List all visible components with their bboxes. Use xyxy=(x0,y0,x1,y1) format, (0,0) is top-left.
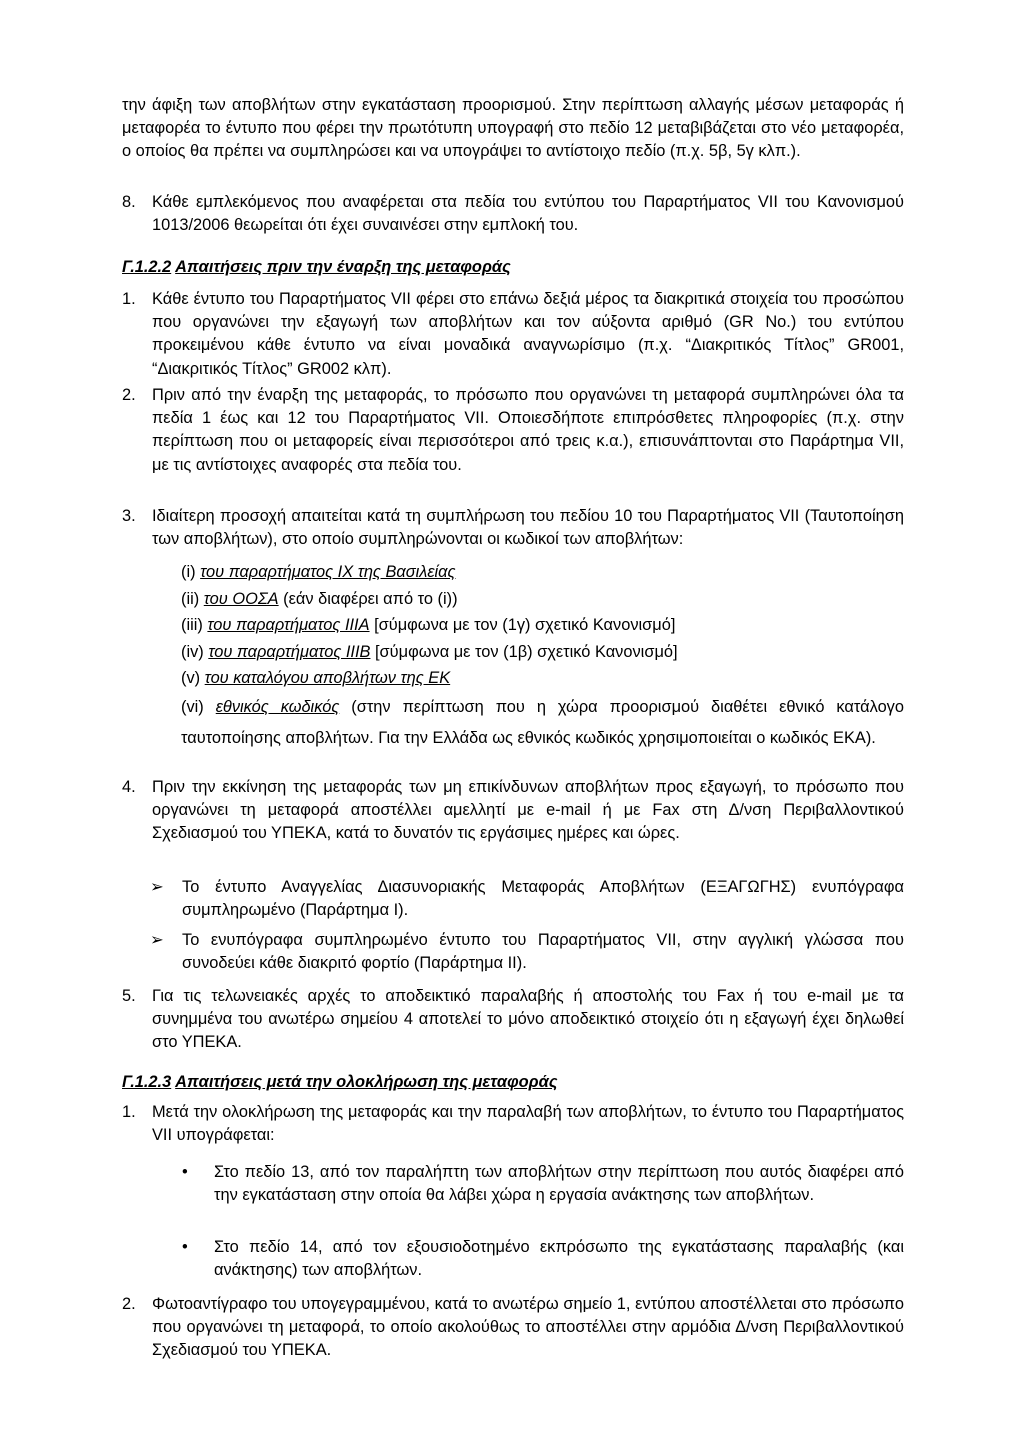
item-text: Το ενυπόγραφα συμπληρωμένο έντυπο του Παραρτήματος VII, στην αγγλική γλώσσα που συνοδεύει κάθε διακριτό φορτίο (Παράρτημα II). xyxy=(182,931,904,973)
intro-paragraph: την άφιξη των αποβλήτων στην εγκατάσταση προορισμού. Στην περίπτωση αλλαγής μέσων μεταφοράς ή μεταφορέα το έντυπο που φέρει την πρωτότυπη υπογραφή στο πεδίο 12 μεταβιβάζεται στο νέο μεταφορέα, ο οποίος θα πρέπει να συμπληρώσει και να υπογράψει το αντίστοιχο πεδίο (π.χ. 5β, 5γ κλπ.). xyxy=(122,96,904,161)
codes-list-item: (iv) του παραρτήματος IIIB [σύμφωνα με τον (1β) σχετικό Κανονισμό] xyxy=(181,642,678,661)
heading-number: Γ.1.2.3 xyxy=(122,1073,172,1091)
bullet-icon: • xyxy=(182,1163,188,1181)
list-item-4 xyxy=(122,776,904,846)
arrow-bullet-icon: ➢ xyxy=(150,931,164,949)
heading-text: Απαιτήσεις μετά την ολοκλήρωση της μεταφοράς xyxy=(175,1073,558,1091)
arrow-bullet-icon: ➢ xyxy=(150,878,164,896)
heading-text: Απαιτήσεις πριν την έναρξη της μεταφοράς xyxy=(175,258,511,276)
section-heading-2 xyxy=(122,1071,557,1094)
list-item-2 xyxy=(122,1293,904,1363)
item-number: 2. xyxy=(122,386,136,404)
item-text: Για τις τελωνειακές αρχές το αποδεικτικό παραλαβής ή αποστολής του Fax ή του e-mail με τα συνημμένα του ανωτέρω σημείου 4 αποτελεί το μόνο αποδεικτικό στοιχείο ότι η εξαγωγή έχει δηλωθεί στο ΥΠΕΚΑ. xyxy=(152,987,904,1052)
item-text: Στο πεδίο 13, από τον παραλήπτη των αποβλήτων στην περίπτωση που αυτός διαφέρει από την εγκατάσταση στην οποία θα λάβει χώρα η εργασία ανάκτησης των αποβλήτων. xyxy=(214,1163,904,1205)
section-heading-1 xyxy=(122,256,511,279)
codes-list-item: (iii) του παραρτήματος IIIA [σύμφωνα με τον (1γ) σχετικό Κανονισμό] xyxy=(181,616,676,634)
item-text: Κάθε έντυπο του Παραρτήματος VII φέρει στο επάνω δεξιά μέρος τα διακριτικά στοιχεία του προσώπου που οργανώνει την εξαγωγή των αποβλήτων και τον αύξοντα αριθμό (GR No.) του εντύπου προκειμένου κάθε έντυπο να είναι μοναδικά αναγνωρίσιμο (π.χ. “Διακριτικός Τίτλος” GR001, “Διακριτικός Τίτλος” GR002 κλπ). xyxy=(152,290,904,378)
item-number: 3. xyxy=(122,507,136,525)
list-item-1 xyxy=(122,288,904,381)
item-number: 1. xyxy=(122,290,136,308)
codes-list-item: (i) του παραρτήματος IX της Βασιλείας xyxy=(181,563,456,581)
item-number: 2. xyxy=(122,1295,136,1313)
list-item-2 xyxy=(122,384,904,477)
list-item-8 xyxy=(122,191,904,237)
bullet-icon: • xyxy=(182,1238,188,1256)
codes-list-item: (v) του καταλόγου αποβλήτων της ΕΚ xyxy=(181,669,451,687)
arrow-list-item xyxy=(150,929,904,975)
item-number: 8. xyxy=(122,193,136,211)
item-text: Ιδιαίτερη προσοχή απαιτείται κατά τη συμπλήρωση του πεδίου 10 του Παραρτήματος VII (Ταυτοποίηση των αποβλήτων), στο οποίο συμπληρώνονται οι κωδικοί των αποβλήτων: xyxy=(152,507,904,549)
list-item-3 xyxy=(122,505,904,551)
list-item-1 xyxy=(122,1101,904,1147)
item-text: Φωτοαντίγραφο του υπογεγραμμένου, κατά το ανωτέρω σημείο 1, εντύπου αποστέλλεται στο πρόσωπο που οργανώνει τη μεταφορά, το οποίο ακολούθως το αποστέλλει στην αρμόδια Δ/νση Περιβαλλοντικού Σχεδιασμού του ΥΠΕΚΑ. xyxy=(152,1295,904,1360)
item-text: Στο πεδίο 14, από τον εξουσιοδοτημένο εκπρόσωπο της εγκατάστασης παραλαβής (και ανάκτησης) των αποβλήτων. xyxy=(214,1238,904,1280)
item-text: Μετά την ολοκλήρωση της μεταφοράς και την παραλαβή των αποβλήτων, το έντυπο του Παραρτήματος VII υπογράφεται: xyxy=(152,1103,904,1145)
bullet-list-item xyxy=(182,1161,904,1207)
arrow-list-item xyxy=(150,876,904,922)
list-item-5 xyxy=(122,985,904,1055)
codes-list-item: (ii) του ΟΟΣΑ (εάν διαφέρει από το (i)) xyxy=(181,589,458,608)
heading-number: Γ.1.2.2 xyxy=(122,258,172,276)
item-text: Πριν την εκκίνηση της μεταφοράς των μη επικίνδυνων αποβλήτων προς εξαγωγή, το πρόσωπο που οργανώνει τη μεταφορά αποστέλλει αμελλητί με e-mail ή με Fax στη Δ/νση Περιβαλλοντικού Σχεδιασμού του ΥΠΕΚΑ, κατά το δυνατόν τις εργάσιμες ημέρες και ώρες. xyxy=(152,778,904,843)
item-text: Κάθε εμπλεκόμενος που αναφέρεται στα πεδία του εντύπου του Παραρτήματος VII του Κανονισμού 1013/2006 θεωρείται ότι έχει συναινέσει στην εμπλοκή του. xyxy=(152,193,904,235)
codes-list-item: (vi) εθνικός κωδικός (στην περίπτωση που η χώρα προορισμού διαθέτει εθνικό κατάλογο ταυτοποίησης αποβλήτων. Για την Ελλάδα ως εθνικός κωδικός χρησιμοποιείται ο κωδικός ΕΚΑ). xyxy=(181,697,904,747)
bullet-list-item xyxy=(182,1236,904,1282)
item-number: 4. xyxy=(122,778,136,796)
codes-list xyxy=(181,559,904,754)
item-text: Το έντυπο Αναγγελίας Διασυνοριακής Μεταφοράς Αποβλήτων (ΕΞΑΓΩΓΗΣ) ενυπόγραφα συμπληρωμένο (Παράρτημα I). xyxy=(182,878,904,920)
item-text: Πριν από την έναρξη της μεταφοράς, το πρόσωπο που οργανώνει τη μεταφορά συμπληρώνει όλα τα πεδία 1 έως και 12 του Παραρτήματος VII. Οποιεσδήποτε επιπρόσθετες πληροφορίες (π.χ. στην περίπτωση που οι μεταφορείς είναι περισσότεροι από τρεις κ.α.), επισυνάπτονται στο Παράρτημα VII, με τις αντίστοιχες αναφορές στα πεδία του. xyxy=(152,386,904,474)
item-number: 5. xyxy=(122,987,136,1005)
item-number: 1. xyxy=(122,1103,136,1121)
